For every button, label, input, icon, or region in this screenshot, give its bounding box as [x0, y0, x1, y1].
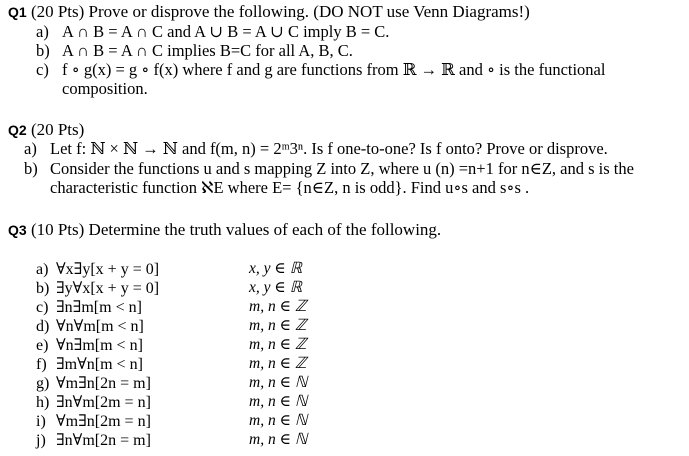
q3-row-i: [36, 411, 151, 431]
q2-label: Q2: [8, 122, 27, 138]
q2-item-a: [24, 139, 608, 159]
q3-statement: ∃n∀m[2n = m]: [56, 432, 151, 449]
q3-row-e: [36, 335, 143, 355]
q3-statement: ∀x∃y[x + y = 0]: [56, 261, 160, 278]
q3-domain: m, n ∈ ℤ: [249, 298, 307, 315]
q1-header-text: (20 Pts) Prove or disprove the following. (DO NOT use Venn Diagrams!): [30, 2, 530, 21]
q1-item-c: [36, 60, 605, 80]
q3-statement: ∀n∃m[m < n]: [56, 337, 143, 354]
q1-item-c-label: c): [36, 60, 49, 79]
q3-row-label: i): [36, 413, 46, 430]
q1-item-c-cont: composition.: [62, 79, 148, 98]
q3-domain: x, y ∈ ℝ: [249, 260, 303, 277]
q3-row-g: [36, 373, 151, 393]
q3-row-label: h): [36, 394, 50, 411]
q3-header: [8, 220, 441, 240]
q2-item-b-label: b): [24, 159, 38, 178]
q2-item-b: [24, 159, 634, 179]
q3-row-label: j): [36, 432, 46, 449]
q1-item-a-text: A ∩ B = A ∩ C and A ∪ B = A ∪ C imply B = C.: [62, 22, 390, 41]
q3-domain: m, n ∈ ℕ: [249, 412, 308, 429]
q3-domain: m, n ∈ ℕ: [249, 374, 308, 391]
q3-statement: ∃m∀n[m < n]: [56, 356, 143, 373]
q3-domain: m, n ∈ ℕ: [249, 431, 308, 448]
q3-row-label: c): [36, 299, 49, 316]
q3-row-label: a): [36, 261, 49, 278]
q1-label: Q1: [8, 4, 27, 20]
q3-row-label: e): [36, 337, 49, 354]
q2-item-a-text: Let f: ℕ × ℕ → ℕ and f(m, n) = 2ᵐ3ⁿ. Is f one-to-one? Is f onto? Prove or disprove.: [50, 139, 608, 158]
q3-domain: m, n ∈ ℕ: [249, 393, 308, 410]
q3-row-j: [36, 430, 151, 450]
q3-statement: ∀m∃n[2n = m]: [56, 375, 151, 392]
q1-header: [8, 2, 530, 22]
q3-statement: ∃n∃m[m < n]: [56, 299, 142, 316]
q3-header-text: (10 Pts) Determine the truth values of each of the following.: [30, 220, 442, 239]
q2-item-b-cont: characteristic function ℵE where E= {n∈Z, n is odd}. Find u∘s and s∘s .: [50, 178, 530, 197]
q1-item-b: [36, 41, 353, 61]
q3-row-d: [36, 316, 144, 336]
q3-row-label: b): [36, 280, 50, 297]
q1-item-a-label: a): [36, 22, 49, 41]
q3-row-label: g): [36, 375, 50, 392]
q1-item-c-text: f ∘ g(x) = g ∘ f(x) where f and g are functions from ℝ → ℝ and ∘ is the functional: [62, 60, 606, 79]
q3-domain: x, y ∈ ℝ: [249, 279, 303, 296]
q3-row-label: f): [36, 356, 47, 373]
q3-statement: ∀n∀m[m < n]: [56, 318, 144, 335]
q3-row-a: [36, 259, 159, 279]
q3-statement: ∃n∀m[2m = n]: [56, 394, 151, 411]
q3-row-b: [36, 278, 159, 298]
q2-header: [8, 120, 84, 140]
q3-row-f: [36, 354, 143, 374]
q2-item-a-label: a): [24, 139, 37, 158]
q2-header-text: (20 Pts): [30, 120, 85, 139]
q3-row-label: d): [36, 318, 50, 335]
q3-statement: ∃y∀x[x + y = 0]: [56, 280, 160, 297]
q1-item-a: [36, 22, 389, 42]
q3-row-c: [36, 297, 142, 317]
q3-domain: m, n ∈ ℤ: [249, 317, 307, 334]
q3-row-h: [36, 392, 151, 412]
q3-domain: m, n ∈ ℤ: [249, 336, 307, 353]
q3-label: Q3: [8, 222, 27, 238]
q3-domain: m, n ∈ ℤ: [249, 355, 307, 372]
q1-item-b-label: b): [36, 41, 50, 60]
q3-statement: ∀m∃n[2m = n]: [56, 413, 151, 430]
q1-item-b-text: A ∩ B = A ∩ C implies B=C for all A, B, C.: [62, 41, 353, 60]
q2-item-b-text: Consider the functions u and s mapping Z into Z, where u (n) =n+1 for n∈Z, and s is the: [50, 159, 634, 178]
